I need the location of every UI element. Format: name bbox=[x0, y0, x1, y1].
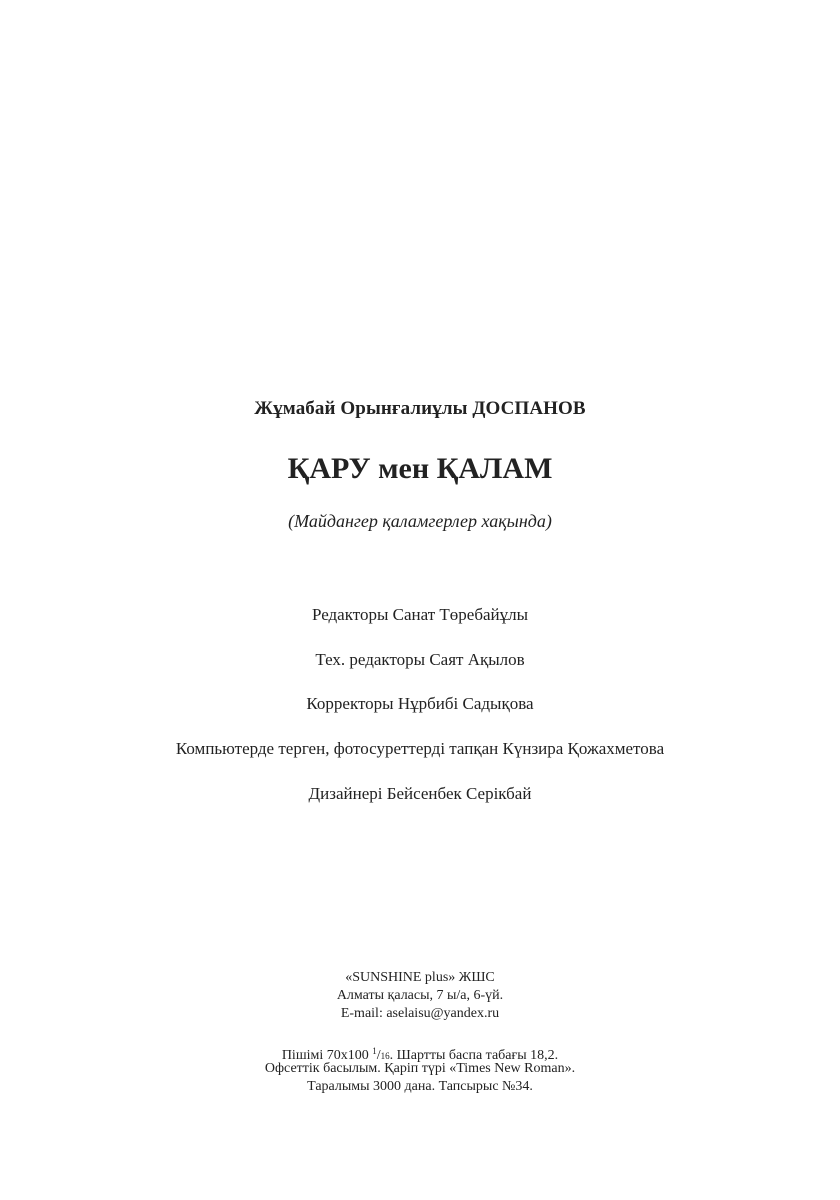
book-subtitle: (Майдангер қаламгерлер хақында) bbox=[288, 511, 552, 531]
print-method-line: Офсеттік басылым. Қаріп түрі «Times New Roman». bbox=[264, 1061, 576, 1076]
credit-typesetter: Компьютерде терген, фотосуреттерді тапқан Күнзира Қожахметова bbox=[175, 739, 665, 758]
publisher-email: E-mail: aselaisu@yandex.ru bbox=[340, 1006, 500, 1021]
format-numerator: 1 bbox=[372, 1046, 377, 1056]
format-separator: / bbox=[376, 1048, 381, 1063]
book-title: ҚАРУ мен ҚАЛАМ bbox=[287, 452, 553, 485]
credit-proofreader: Корректоры Нұрбибі Садықова bbox=[306, 694, 534, 713]
credit-technical-editor: Тех. редакторы Саят Ақылов bbox=[315, 650, 525, 669]
format-denominator: 16 bbox=[380, 1051, 390, 1061]
print-run-line: Таралымы 3000 дана. Тапсырыс №34. bbox=[307, 1079, 533, 1094]
format-prefix: Пішімі 70х100 bbox=[281, 1048, 373, 1063]
format-suffix: . Шартты баспа табағы 18,2. bbox=[389, 1048, 559, 1063]
publisher-address: Алматы қаласы, 7 ы/а, 6-үй. bbox=[336, 988, 504, 1003]
credit-editor: Редакторы Санат Төребайұлы bbox=[311, 605, 529, 624]
author-name: Жұмабай Орынғалиұлы ДОСПАНОВ bbox=[254, 398, 586, 419]
publisher-name: «SUNSHINE plus» ЖШС bbox=[345, 970, 495, 985]
credit-designer: Дизайнері Бейсенбек Серікбай bbox=[308, 784, 532, 803]
